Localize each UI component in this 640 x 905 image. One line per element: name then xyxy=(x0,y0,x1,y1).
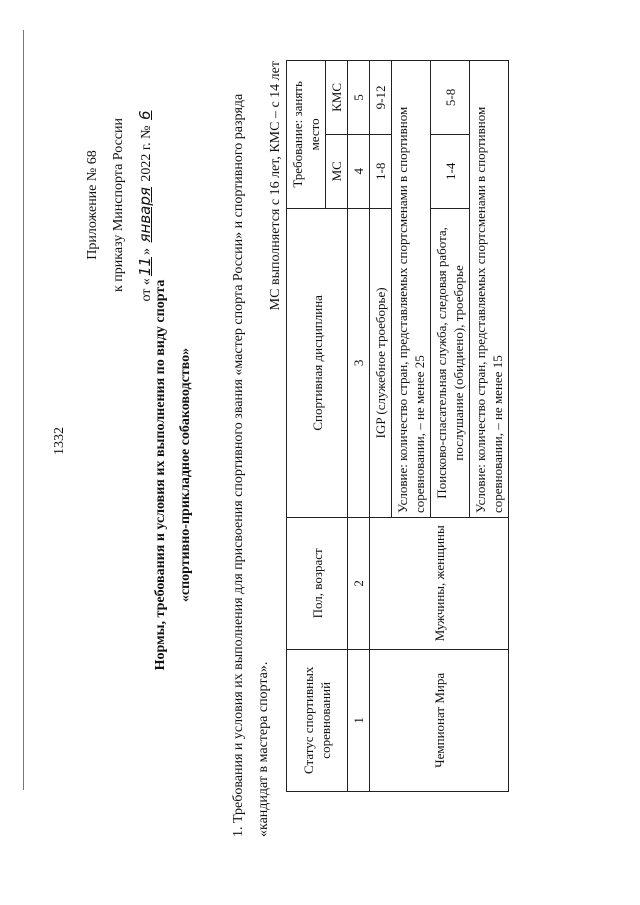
header-discipline: Спортивная дисциплина xyxy=(287,208,348,517)
ms-place-cell: 1-8 xyxy=(370,134,392,208)
column-number: 4 xyxy=(348,134,370,208)
condition-cell: Условие: количество стран, представляемых спортсменами в спортивном соревновании, – не менее 15 xyxy=(470,61,509,518)
header-sex-age: Пол, возраст xyxy=(287,518,348,650)
table-number-row xyxy=(348,61,370,792)
age-note: МС выполняется с 16 лет, КМС – с 14 лет xyxy=(268,61,283,311)
header-ms: МС xyxy=(326,134,348,208)
status-cell: Чемпионат Мира xyxy=(370,649,509,791)
column-number: 2 xyxy=(348,518,370,650)
table-row xyxy=(370,61,392,792)
header-kms: КМС xyxy=(326,61,348,135)
condition-cell: Условие: количество стран, представляемых спортсменами в спортивном соревновании, – не менее 25 xyxy=(392,61,431,518)
column-number: 3 xyxy=(348,208,370,517)
appendix-title: Приложение № 68 xyxy=(85,150,100,260)
intro-paragraph: 1. Требования и условия их выполнения для присвоения спортивного звания «мастер спорта России» и спортивного разряда «кандидат в мастера спорта». xyxy=(231,93,271,837)
header-status: Статус спортивных соревнований xyxy=(287,649,348,791)
discipline-cell: Поисково-спасательная служба, следовая работа, послушание (обидиено), троеборье xyxy=(431,208,470,517)
ms-place-cell: 1-4 xyxy=(431,134,470,208)
document-title: Нормы, требования и условия их выполнения по виду спорта «спортивно-прикладное собаководство» xyxy=(153,279,193,671)
norms-table xyxy=(286,60,509,792)
appendix-date-line: от «11» января 2022 г. № 6 xyxy=(136,110,154,302)
discipline-cell: IGP (служебное троеборье) xyxy=(370,208,392,517)
page-number: 1332 xyxy=(52,427,67,455)
handwritten-number: 6 xyxy=(136,110,154,121)
handwritten-month: января xyxy=(136,187,154,243)
kms-place-cell: 5-8 xyxy=(431,61,470,135)
header-requirement: Требование: занять место xyxy=(287,61,326,209)
table-header-row xyxy=(287,61,326,792)
appendix-order: к приказу Минспорта России xyxy=(111,118,126,292)
sex-age-cell: Мужчины, женщины xyxy=(370,518,509,650)
column-number: 1 xyxy=(348,649,370,791)
kms-place-cell: 9-12 xyxy=(370,61,392,135)
column-number: 5 xyxy=(348,61,370,135)
handwritten-day: 11 xyxy=(136,256,154,277)
